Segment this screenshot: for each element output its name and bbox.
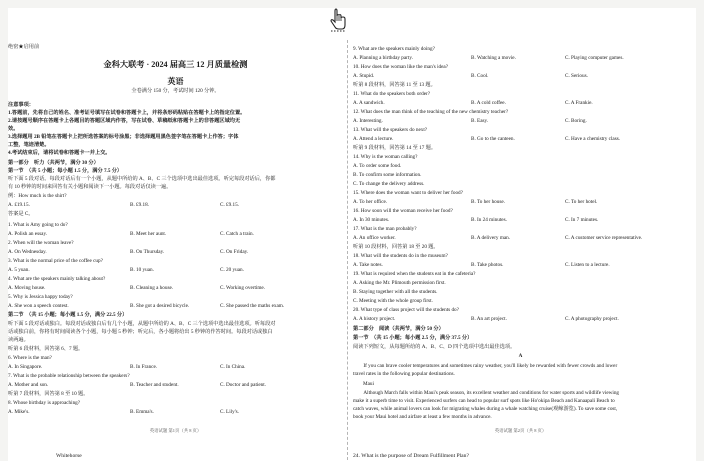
option-a: A. In Singapore.: [8, 364, 43, 370]
question: 19. What is required when the students eat in the cafeteria?: [353, 271, 476, 277]
passage-line: If you can brave cooler temperatures and sometimes rainy weather, you'll likely be rewarded with fewer crowds and lower: [353, 363, 618, 369]
column-divider: [347, 40, 348, 460]
note-line: 4.考试结束后，请将试卷和答题卡一并上交。: [8, 150, 111, 156]
option-b: B. In 24 minutes.: [471, 217, 507, 223]
question: 10. How does the woman like the man's idea?: [353, 64, 449, 70]
option-b: B. Go to the canteen.: [471, 136, 515, 142]
option-c: C. Serious.: [565, 73, 588, 79]
option-a: A. Attend a lecture.: [353, 136, 394, 142]
instruction-line: 阅读下列短文，从每题所给的 A、B、C、D 四个选项中选出最佳选项。: [353, 344, 516, 350]
example-option-b: B. £9.18.: [130, 202, 150, 208]
group-instruction: 听第 6 段材料，回答第 6、7 题。: [8, 346, 84, 352]
option-c: C. In China.: [220, 364, 246, 370]
option-b: B. In France.: [130, 364, 158, 370]
question: 13. What will the speakers do next?: [353, 127, 428, 133]
option-a: A. Mother and son.: [8, 382, 49, 388]
secret-mark: 绝密★启用前: [8, 44, 40, 50]
option-a: A. Mike's.: [8, 409, 30, 415]
example-question: 例：How much is the shirt?: [8, 193, 67, 199]
question: 5. Why is Jessica happy today?: [8, 294, 73, 300]
option-b: B. Take photos.: [471, 262, 504, 268]
option-c: C. She passed the maths exam.: [220, 303, 285, 309]
question: 4. What are the speakers mainly talking about?: [8, 276, 106, 282]
exam-title: 金科大联考 · 2024 届高三 12 月质量检测: [103, 60, 248, 69]
option-b: B. She got a desired bicycle.: [130, 303, 190, 309]
option-b: B. On Thursday.: [130, 249, 165, 255]
part1-title: 第一部分 听力（共两节，满分 30 分）: [8, 160, 99, 166]
option-b: B. Teacher and student.: [130, 382, 179, 388]
question: 18. What will the students do in the museum?: [353, 253, 448, 259]
passage-line: make it a superb time to visit. Experienced surfers can head to popular surf spots like Ho'okipa Beach and Kanaapali Beach to: [353, 398, 615, 404]
subject-title: 英语: [167, 77, 184, 86]
instruction-line: 读两遍。: [8, 337, 29, 343]
instruction-line: 有 10 秒钟的时间来回答有关小题和阅读下一小题。每段对话仅读一遍。: [8, 184, 172, 190]
option-a: A. Planning a birthday party.: [353, 55, 413, 61]
option-a: A. Stupid.: [353, 73, 375, 79]
question: 16. How soon will the woman receive her food?: [353, 208, 453, 214]
option-a: A. A history project.: [353, 316, 396, 322]
passage-letter: A: [518, 353, 523, 359]
question: 1. What is Amy going to do?: [8, 222, 68, 228]
question: 2. When will the woman leave?: [8, 240, 74, 246]
option-b: B. To her house.: [471, 199, 505, 205]
passage-subheading: Maui: [363, 381, 374, 387]
option-a: A. She won a speech contest.: [8, 303, 69, 309]
option-c: C. Have a chemistry class.: [565, 136, 621, 142]
option-b: B. A delivery man.: [471, 235, 511, 241]
option-a: A. To order some food.: [353, 163, 402, 169]
question: 11. What do the speakers both order?: [353, 91, 431, 97]
question: 3. What is the normal price of the coffee cup?: [8, 258, 103, 264]
option-c: C. Working overtime.: [220, 285, 266, 291]
option-b: B. Watching a movie.: [471, 55, 516, 61]
passage-line: catch waves, while animal lovers can look for migrating whales during a whale watching cruise(观鲸游览). To save some cost,: [353, 406, 618, 412]
group-instruction: 听第 9 段材料，回答第 14 至 17 题。: [353, 145, 437, 151]
passage-line: Although March falls within Maui's peak season, its excellent weather and conditions for water sports and wildlife viewing: [353, 390, 620, 396]
option-a: A. Interesting.: [353, 118, 383, 124]
option-c: C. Playing computer games.: [565, 55, 624, 61]
next-page-text: Whitehorse: [56, 453, 82, 459]
option-a: A. To her office.: [353, 199, 388, 205]
option-b: B. Cool.: [471, 73, 489, 79]
instruction-line: 听下面 5 段对话或独白。每段对话或独白后有几个小题，从题中所给的 A、B、C 三个选项中选出最佳选项。听每段对: [8, 321, 276, 327]
question: 6. Where is the man?: [8, 355, 52, 361]
question: 7. What is the probable relationship between the speakers?: [8, 373, 130, 379]
passage-line: book your Maui hotel and airfare at least a few months in advance.: [353, 414, 492, 420]
next-page-text: 24. What is the purpose of Dream Fulfillment Plan?: [353, 453, 469, 459]
option-c: C. A customer service representative.: [565, 235, 643, 241]
option-c: C. Doctor and patient.: [220, 382, 266, 388]
option-c: C. Listen to a lecture.: [565, 262, 610, 268]
option-c: C. To change the delivery address.: [353, 181, 425, 187]
option-a: A. An office worker.: [353, 235, 396, 241]
group-instruction: 听第 8 段材料，回答第 11 至 13 题。: [353, 82, 436, 88]
question: 15. Where does the woman want to deliver her food?: [353, 190, 463, 196]
page-footer: 英语试题 第1页（共 8 页）: [149, 428, 202, 433]
page-footer: 英语试题 第2页（共 8 页）: [494, 428, 547, 433]
option-c: C. In 7 minutes.: [565, 217, 599, 223]
option-b: B. Staying together with all the students.: [353, 289, 438, 295]
passage-line: travel rates in the following popular destinations.: [353, 371, 455, 377]
example-answer: 答案是 C。: [8, 211, 34, 217]
option-b: B. Emma's.: [130, 409, 154, 415]
question: 8. Whose birthday is approaching?: [8, 400, 81, 406]
question: 20. What type of class project will the students do?: [353, 307, 459, 313]
group-instruction: 听第 7 段材料，回答第 8 至 10 题。: [8, 391, 89, 397]
note-line: 2.请按题号顺序在答题卡上各题目的答题区域内作答，写在试卷、草稿纸和答题卡上的非答题区域均无: [8, 118, 241, 124]
note-line: 1.答题前，先将自己的姓名、准考证号填写在试卷和答题卡上，并将条形码粘贴在答题卡上的指定位置。: [8, 110, 246, 116]
option-b: B. 10 yuan.: [130, 267, 154, 273]
option-b: B. To confirm some information.: [353, 172, 422, 178]
option-c: C. A photography project.: [565, 316, 619, 322]
part1-sec2-title: 第二节 （共 15 小题；每小题 1.5 分，满分 22.5 分）: [8, 312, 128, 318]
exam-info: 全卷满分 150 分，考试时间 120 分钟。: [131, 88, 220, 94]
option-a: A. 5 yuan.: [8, 267, 30, 273]
question: 14. Why is the woman calling?: [353, 154, 418, 160]
option-b: B. Easy.: [471, 118, 489, 124]
question: 17. What is the man probably?: [353, 226, 417, 232]
question: 9. What are the speakers mainly doing?: [353, 46, 435, 52]
option-a: A. Moving house.: [8, 285, 46, 291]
note-line: 工整，笔迹清楚。: [8, 142, 50, 148]
option-a: A. A sandwich.: [353, 100, 385, 106]
option-a: A. On Wednesday.: [8, 249, 47, 255]
part2-title: 第二部分 阅读（共两节，满分 50 分）: [353, 326, 444, 332]
option-b: B. Cleaning a house.: [130, 285, 174, 291]
option-c: C. To her hotel.: [565, 199, 598, 205]
exam-sheet: [8, 8, 696, 461]
note-line: 效。: [8, 126, 19, 132]
option-a: A. Take notes.: [353, 262, 383, 268]
option-c: C. Lily's.: [220, 409, 239, 415]
part2-sec1-title: 第一节 （共 15 小题；每小题 2.5 分，满分 37.5 分）: [353, 335, 473, 341]
group-instruction: 听第 10 段材料，回答第 18 至 20 题。: [353, 244, 439, 250]
notes-heading: 注意事项：: [8, 102, 34, 108]
option-b: B. A cold coffee.: [471, 100, 506, 106]
instruction-line: 话或独白前，你将有时间阅读各个小题，每小题 5 秒钟；听完后，各小题将给出 5 秒钟的作答时间。每段对话或独白: [8, 329, 273, 335]
example-option-c: C. £9.15.: [220, 202, 240, 208]
option-c: C. Catch a train.: [220, 231, 254, 237]
option-c: C. A Frankie.: [565, 100, 593, 106]
option-c: C. On Friday.: [220, 249, 249, 255]
option-c: C. Meeting with the whole group first.: [353, 298, 433, 304]
option-c: C. Boring.: [565, 118, 587, 124]
option-b: B. An art project.: [471, 316, 507, 322]
note-line: 3.选择题用 2B 铅笔在答题卡上把所选答案的标号涂黑；非选择题用黑色签字笔在答题卡上作答；字体: [8, 134, 239, 140]
option-a: A. Polish an essay.: [8, 231, 47, 237]
part1-sec1-title: 第一节 （共 5 小题；每小题 1.5 分，满分 7.5 分）: [8, 168, 123, 174]
example-option-a: A. £19.15.: [8, 202, 30, 208]
instruction-line: 听下面 5 段对话。每段对话后有一个小题，从题中所给的 A、B、C 三个选项中选出最佳选项。听完每段对话后，你都: [8, 176, 276, 182]
option-a: A. In 30 minutes.: [353, 217, 390, 223]
option-c: C. 20 yuan.: [220, 267, 244, 273]
cursor-hand-icon: [326, 8, 350, 34]
question: 12. What does the man think of the teaching of the new chemistry teacher?: [353, 109, 509, 115]
option-b: B. Meet her aunt.: [130, 231, 167, 237]
option-a: A. Asking the Mr. Plimouth permission first.: [353, 280, 446, 286]
